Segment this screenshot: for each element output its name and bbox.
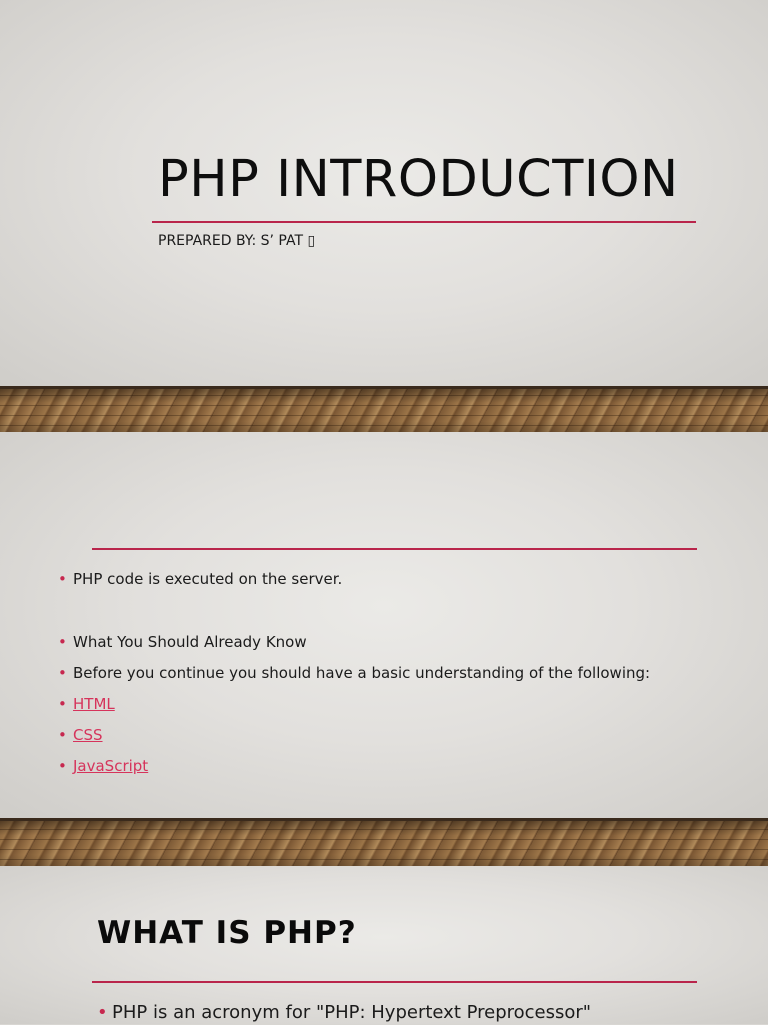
bullet-list [97,1001,591,1025]
bullet-text: What You Should Already Know [73,633,307,651]
slide-subtitle: PREPARED BY: S’ PAT ▯ [158,233,316,249]
html-link[interactable]: HTML [73,695,115,713]
bullet-text: PHP code is executed on the server. [73,570,343,588]
bullet-list [58,569,650,787]
css-link[interactable]: CSS [73,726,103,744]
title-divider [152,221,696,223]
slide-divider [92,548,697,550]
list-item [58,663,650,694]
list-item [58,725,650,756]
slide-title-heading: PHP INTRODUCTION [158,150,679,209]
slide-title [0,0,768,386]
wood-floor-band [0,818,768,869]
bullet-icon: • [58,633,67,651]
bullet-icon: • [58,664,67,682]
bullet-text: Before you continue you should have a basic understanding of the following: [73,664,651,682]
slide-heading: WHAT IS PHP? [97,915,357,951]
bullet-text: PHP is an acronym for "PHP: Hypertext Preprocessor" [112,1002,592,1023]
javascript-link[interactable]: JavaScript [73,757,149,775]
bullet-icon: • [58,695,67,713]
list-item [58,756,650,787]
list-item [58,632,650,663]
wood-floor-band [0,386,768,435]
bullet-icon: • [58,726,67,744]
bullet-icon: • [58,757,67,775]
bullet-icon: • [97,1002,108,1023]
bullet-icon: • [58,570,67,588]
slide-divider [92,981,697,983]
list-item [97,1001,591,1025]
list-item [58,694,650,725]
list-item [58,569,650,601]
